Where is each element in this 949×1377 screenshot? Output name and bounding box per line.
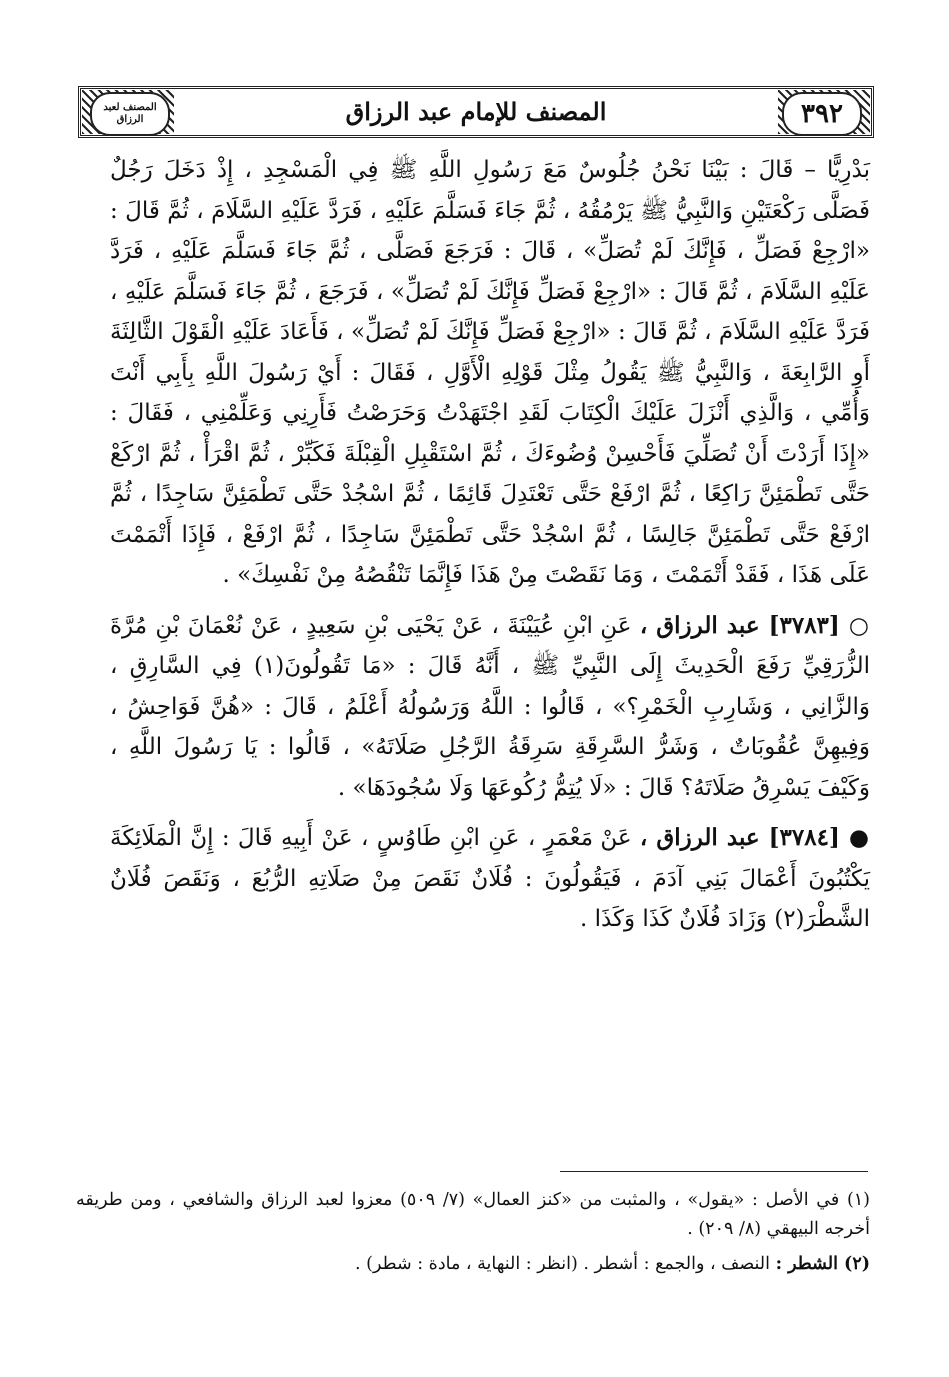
footnote-label: (٢) الشطر : bbox=[775, 1254, 870, 1274]
main-text bbox=[110, 150, 870, 950]
paragraph-text: عَنِ ابْنِ عُيَيْنَةَ ، عَنْ يَحْيَى بْنِ سَعِيدٍ ، عَنْ نُعْمَانَ بْنِ مُرَّةَ الزُّرَقِيِّ رَفَعَ الْحَدِيثَ إِلَى النَّبِيِّ ﷺ ، أَنَّهُ قَالَ : «مَا تَقُولُونَ(١) فِي السَّارِقِ ، وَالزَّانِي ، وَشَارِبِ الْخَمْرِ؟» ، قَالُوا : اللَّهُ وَرَسُولُهُ أَعْلَمُ ، قَالَ : «هُنَّ فَوَاحِشُ ، وَفِيهِنَّ عُقُوبَاتٌ ، وَشَرُّ السَّرِقَةِ سَرِقَةُ الرَّجُلِ صَلَاتَهُ» ، قَالُوا : يَا رَسُولَ اللَّهِ ، وَكَيْفَ يَسْرِقُ صَلَاتَهُ؟ قَالَ : «لَا يُتِمُّ رُكُوعَهَا وَلَا سُجُودَهَا» . bbox=[110, 612, 870, 801]
hadith-number: ○ [٣٧٨٣] عبد الرزاق ، bbox=[639, 611, 871, 639]
footnote-text: في الأصل : «يقول» ، والمثبت من «كنز العمال» (٧/ ٥٠٩) معزوا لعبد الرزاق والشافعي ، ومن طريقه أخرجه البيهقي (٨/ ٢٠٩) . bbox=[76, 1190, 870, 1239]
book-title: المصنف للإمام عبد الرزاق bbox=[345, 97, 607, 126]
page-header bbox=[78, 86, 874, 138]
paragraph-text: عَنْ مَعْمَرٍ ، عَنِ ابْنِ طَاوُسٍ ، عَنْ أَبِيهِ قَالَ : إِنَّ الْمَلَائِكَةَ يَكْتُبُونَ أَعْمَالَ بَنِي آدَمَ ، فَيَقُولُونَ : فُلَانٌ نَقَصَ مِنْ صَلَاتِهِ الرُّبُعَ ، وَنَقَصَ فُلَانٌ الشَّطْرَ(٢) وَزَادَ فُلَانٌ كَذَا وَكَذَا . bbox=[110, 825, 870, 932]
footnote-2 bbox=[76, 1250, 870, 1279]
paragraph-continuation bbox=[110, 150, 870, 596]
book-logo: المصنف لعبد الرزاق bbox=[90, 92, 170, 136]
footnote-label: (١) bbox=[846, 1190, 870, 1210]
footnotes bbox=[76, 1186, 870, 1285]
hadith-3783 bbox=[110, 606, 870, 809]
footnote-divider bbox=[560, 1171, 868, 1172]
page-number: ٣٩٢ bbox=[782, 92, 862, 136]
hadith-3784 bbox=[110, 818, 870, 940]
footnote-1 bbox=[76, 1186, 870, 1244]
hadith-number: ● [٣٧٨٤] عبد الرزاق ، bbox=[639, 824, 871, 851]
paragraph-text: بَدْرِيًّا – قَالَ : بَيْنَا نَحْنُ جُلُوسٌ مَعَ رَسُولِ اللَّهِ ﷺ فِي الْمَسْجِدِ ، إِذْ دَخَلَ رَجُلٌ فَصَلَّى رَكْعَتَيْنِ وَالنَّبِيُّ ﷺ يَرْمُقُهُ ، ثُمَّ جَاءَ فَسَلَّمَ عَلَيْهِ ، فَرَدَّ عَلَيْهِ السَّلَامَ ، ثُمَّ قَالَ : «ارْجِعْ فَصَلِّ ، فَإِنَّكَ لَمْ تُصَلِّ» ، قَالَ : فَرَجَعَ فَصَلَّى ، ثُمَّ جَاءَ فَسَلَّمَ عَلَيْهِ ، فَرَدَّ عَلَيْهِ السَّلَامَ ، ثُمَّ قَالَ : «ارْجِعْ فَصَلِّ فَإِنَّكَ لَمْ تُصَلِّ» ، فَرَجَعَ ، ثُمَّ جَاءَ فَسَلَّمَ عَلَيْهِ ، فَرَدَّ عَلَيْهِ السَّلَامَ ، ثُمَّ قَالَ : «ارْجِعْ فَصَلِّ فَإِنَّكَ لَمْ تُصَلِّ» ، فَأَعَادَ عَلَيْهِ الْقَوْلَ الثَّالِثَةَ أَوِ الرَّابِعَةَ ، وَالنَّبِيُّ ﷺ يَقُولُ مِثْلَ قَوْلِهِ الْأَوَّلِ ، فَقَالَ : أَيْ رَسُولَ اللَّهِ بِأَبِي أَنْتَ وَأُمِّي ، وَالَّذِي أَنْزَلَ عَلَيْكَ الْكِتَابَ لَقَدِ اجْتَهَدْتُ وَحَرَصْتُ فَأَرِنِي وَعَلِّمْنِي ، فَقَالَ : «إِذَا أَرَدْتَ أَنْ تُصَلِّيَ فَأَحْسِنْ وُضُوءَكَ ، ثُمَّ اسْتَقْبِلِ الْقِبْلَةَ فَكَبِّرْ ، ثُمَّ اقْرَأْ ، ثُمَّ ارْكَعْ حَتَّى تَطْمَئِنَّ رَاكِعًا ، ثُمَّ ارْفَعْ حَتَّى تَعْتَدِلَ قَائِمًا ، ثُمَّ اسْجُدْ حَتَّى تَطْمَئِنَّ سَاجِدًا ، ثُمَّ ارْفَعْ حَتَّى تَطْمَئِنَّ جَالِسًا ، ثُمَّ اسْجُدْ حَتَّى تَطْمَئِنَّ سَاجِدًا ، ثُمَّ ارْفَعْ ، فَإِذَا أَتْمَمْتَ عَلَى هَذَا ، فَقَدْ أَتْمَمْتَ ، وَمَا نَقَصْتَ مِنْ هَذَا فَإِنَّمَا تَنْقُصُهُ مِنْ نَفْسِكَ» . bbox=[110, 157, 870, 588]
footnote-text: النصف ، والجمع : أشطر . (انظر : النهاية ، مادة : شطر) . bbox=[355, 1254, 770, 1274]
